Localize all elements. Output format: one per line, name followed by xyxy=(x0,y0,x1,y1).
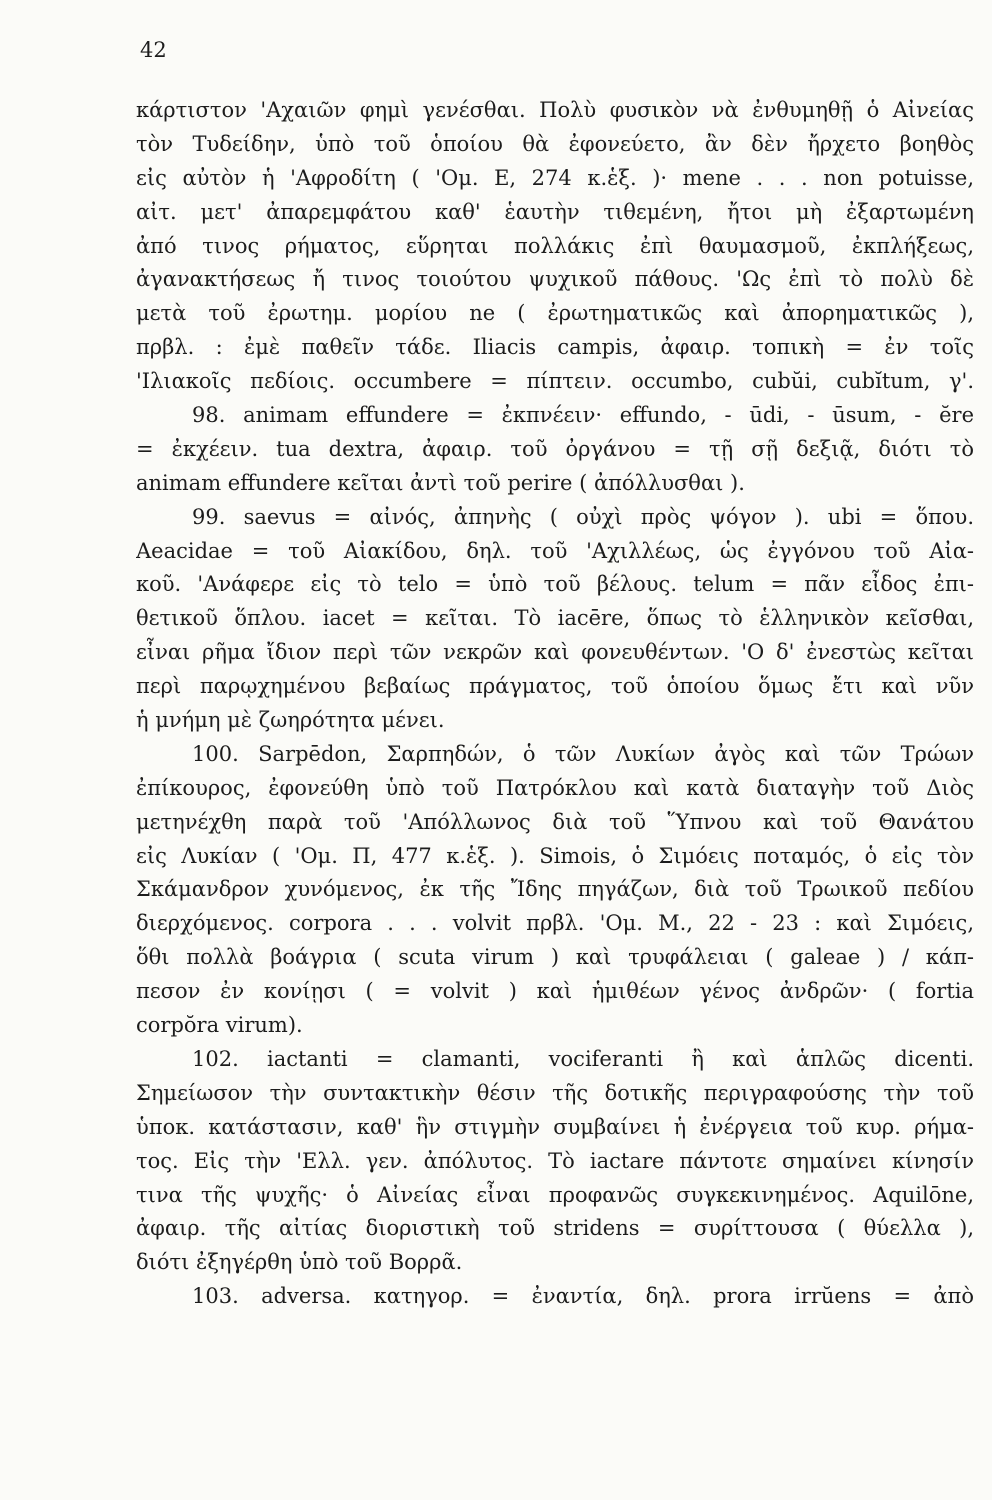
text-line: πρβλ. : ἐμὲ παθεῖν τάδε. Iliacis campis, ἀφαιρ. τοπικὴ = ἐν τοῖς xyxy=(136,335,974,360)
text-line: = ἐκχέειν. tua dextra, ἀφαιρ. τοῦ ὀργάνου = τῇ σῇ δεξιᾷ, διότι τὸ xyxy=(136,436,974,461)
note-99-start: 99. saevus = αἰνός, ἀπηνὴς ( οὐχὶ πρὸς ψόγον ). ubi = ὅπου. xyxy=(192,504,974,529)
text-line: Σκάμανδρον χυνόμενος, ἐκ τῆς Ἴδης πηγάζων, διὰ τοῦ Τρωικοῦ πεδίου xyxy=(136,877,974,902)
page-number: 42 xyxy=(140,38,167,62)
text-line: εἶναι ρῆμα ἴδιον περὶ τῶν νεκρῶν καὶ φονευθέντων. 'Ο δ' ἐνεστὼς κεῖται xyxy=(136,640,974,665)
commentary-text xyxy=(136,94,974,1314)
text-line: Aeacidae = τοῦ Αἰακίδου, δηλ. τοῦ 'Αχιλλέως, ὡς ἐγγόνου τοῦ Αἰα- xyxy=(136,538,974,563)
text-line: κάρτιστον 'Αχαιῶν φημὶ γενέσθαι. Πολὺ φυσικὸν νὰ ἐνθυμηθῇ ὁ Αἰνείας xyxy=(136,98,974,122)
note-100-start: 100. Sarpēdon, Σαρπηδών, ὁ τῶν Λυκίων ἀγὸς καὶ τῶν Τρώων xyxy=(192,741,974,766)
text-line: τινα τῆς ψυχῆς· ὁ Αἰνείας εἶναι προφανῶς συγκεκινημένος. Aquilōne, xyxy=(136,1182,974,1207)
text-line: ἐπίκουρος, ἐφονεύθη ὑπὸ τοῦ Πατρόκλου καὶ κατὰ διαταγὴν τοῦ Διὸς xyxy=(136,775,974,800)
text-line: εἰς Λυκίαν ( 'Ομ. Π, 477 κ.ἑξ. ). Simois, ὁ Σιμόεις ποταμός, ὁ εἰς τὸν xyxy=(136,843,974,868)
text-line: διότι ἐξηγέρθη ὑπὸ τοῦ Βορρᾶ. xyxy=(136,1250,463,1275)
text-line: ἀφαιρ. τῆς αἰτίας διοριστικὴ τοῦ stridens = συρίττουσα ( θύελλα ), xyxy=(136,1216,974,1241)
text-line: κοῦ. 'Ανάφερε εἰς τὸ telo = ὑπὸ τοῦ βέλους. telum = πᾶν εἶδος ἐπι- xyxy=(136,572,974,597)
text-line: corpŏra virum). xyxy=(136,1013,303,1038)
text-line: Σημείωσον τὴν συντακτικὴν θέσιν τῆς δοτικῆς περιγραφούσης τὴν τοῦ xyxy=(136,1080,974,1105)
text-line: animam effundere κεῖται ἀντὶ τοῦ perire ( ἀπόλλυσθαι ). xyxy=(136,470,745,495)
text-line: πεσον ἐν κονίῃσι ( = volvit ) καὶ ἡμιθέων γένος ἀνδρῶν· ( fortia xyxy=(136,979,974,1004)
text-line: τος. Εἰς τὴν 'Ελλ. γεν. ἀπόλυτος. Τὸ iactare πάντοτε σημαίνει κίνησίν xyxy=(136,1148,974,1173)
text-line: τὸν Τυδείδην, ὑπὸ τοῦ ὁποίου θὰ ἐφονεύετο, ἂν δὲν ἤρχετο βοηθὸς xyxy=(136,131,974,156)
text-line: μετηνέχθη παρὰ τοῦ 'Απόλλωνος διὰ τοῦ Ὕπνου καὶ τοῦ Θανάτου xyxy=(136,809,974,834)
text-line: περὶ παρῳχημένου βεβαίως πράγματος, τοῦ ὁποίου ὅμως ἔτι καὶ νῦν xyxy=(136,674,974,699)
text-line: θετικοῦ ὅπλου. iacet = κεῖται. Τὸ iacēre, ὅπως τὸ ἑλληνικὸν κεῖσθαι, xyxy=(136,606,974,631)
text-line: 'Ιλιακοῖς πεδίοις. occumbere = πίπτειν. occumbo, cubŭi, cubĭtum, γ'. xyxy=(136,369,974,394)
text-line: μετὰ τοῦ ἐρωτημ. μορίου ne ( ἐρωτηματικῶς καὶ ἀπορηματικῶς ), xyxy=(136,301,974,326)
text-line: ὅθι πολλὰ βοάγρια ( scuta virum ) καὶ τρυφάλειαι ( galeae ) / κάπ- xyxy=(136,945,974,970)
text-line: ἡ μνήμη μὲ ζωηρότητα μένει. xyxy=(136,708,445,733)
note-103-start: 103. adversa. κατηγορ. = ἐναντία, δηλ. prora irrŭens = ἀπὸ xyxy=(192,1284,974,1309)
text-line: ἀγανακτήσεως ἤ τινος τοιούτου ψυχικοῦ πάθους. 'Ως ἐπὶ τὸ πολὺ δὲ xyxy=(136,267,974,292)
text-line: ἀπό τινος ρήματος, εὕρηται πολλάκις ἐπὶ θαυμασμοῦ, ἐκπλήξεως, xyxy=(136,233,974,258)
note-98-start: 98. animam effundere = ἐκπνέειν· effundo, - ūdi, - ūsum, - ĕre xyxy=(192,403,974,428)
text-line: εἰς αὐτὸν ἡ 'Αφροδίτη ( 'Ομ. Ε, 274 κ.ἑξ. )· mene . . . non potuisse, xyxy=(136,165,974,190)
note-102-start: 102. iactanti = clamanti, vociferanti ἢ καὶ ἁπλῶς dicenti. xyxy=(192,1046,974,1071)
text-line: ὑποκ. κατάστασιν, καθ' ἣν στιγμὴν συμβαίνει ἡ ἐνέργεια τοῦ κυρ. ρήμα- xyxy=(136,1114,974,1139)
text-line: αἰτ. μετ' ἀπαρεμφάτου καθ' ἑαυτὴν τιθεμένη, ἤτοι μὴ ἐξαρτωμένη xyxy=(136,199,974,224)
text-line: διερχόμενος. corpora . . . volvit πρβλ. 'Ομ. Μ., 22 - 23 : καὶ Σιμόεις, xyxy=(136,911,974,936)
